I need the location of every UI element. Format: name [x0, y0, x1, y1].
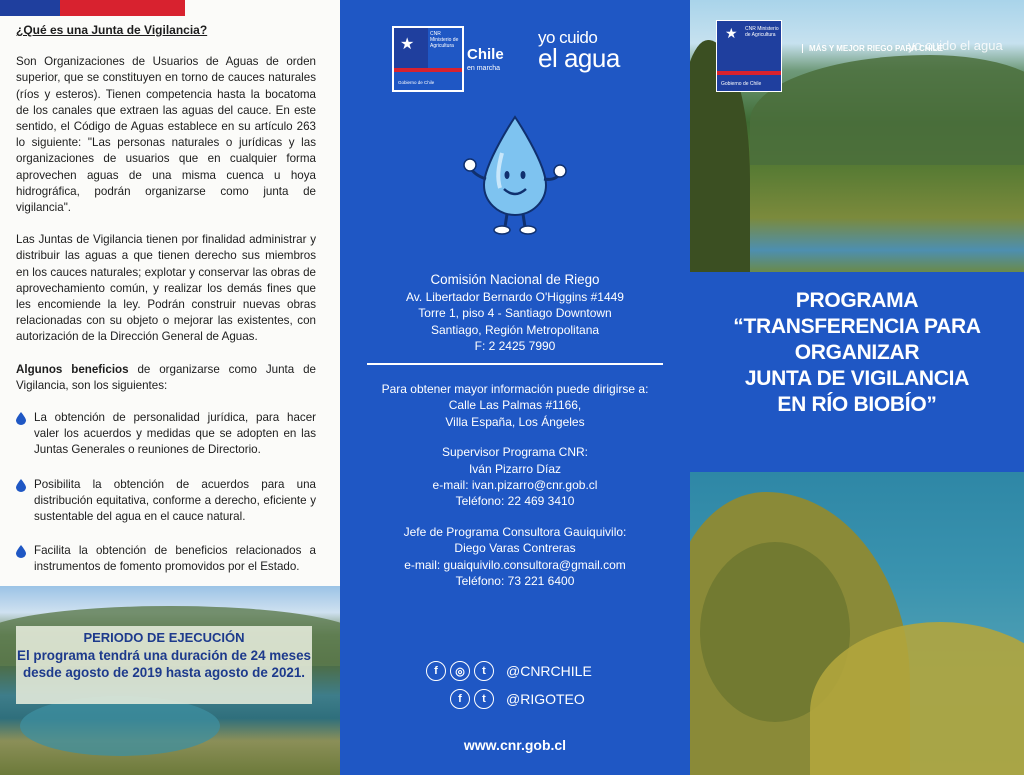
- program-title-line: “TRANSFERENCIA PARA: [733, 315, 981, 338]
- contact-line: Jefe de Programa Consultora Gauiquivilo:: [403, 524, 627, 539]
- chile-logo-sub: en marcha: [467, 65, 501, 72]
- list-item: [16, 543, 316, 575]
- contact-block-office: [340, 381, 690, 430]
- flag-stripe: [0, 0, 185, 16]
- contact-line: Para obtener mayor información puede dirigirse a:: [381, 382, 649, 396]
- right-panel: [690, 0, 1024, 775]
- org-name: Comisión Nacional de Riego: [430, 272, 600, 287]
- middle-panel: [340, 0, 690, 775]
- program-title-line: EN RÍO BIOBÍO”: [777, 393, 937, 416]
- twitter-icon[interactable]: t: [474, 689, 494, 709]
- yo-cuido-el-agua-logo: [538, 28, 620, 73]
- list-item-text: Facilita la obtención de beneficios relacionados a instrumentos de fomento promovidos por el Estado.: [34, 544, 316, 574]
- contact-info: [340, 381, 690, 603]
- twitter-icon[interactable]: t: [474, 661, 494, 681]
- program-title: [690, 272, 1024, 472]
- program-title-line: ORGANIZAR: [794, 341, 920, 364]
- contact-line: Teléfono: 22 469 3410: [455, 494, 575, 509]
- benefits-list: [16, 410, 316, 576]
- program-title-line: JUNTA DE VIGILANCIA: [744, 367, 970, 390]
- water-drop-icon: [16, 545, 34, 575]
- cuido-cover-logo: yo cuido el agua: [908, 38, 1003, 53]
- organization-address: [340, 272, 690, 355]
- contact-line: Diego Varas Contreras: [454, 541, 576, 556]
- list-item-text: La obtención de personalidad jurídica, para hacer valer los acuerdos y medidas que se adopten en las Juntas Generales o reuniones de Directorio.: [34, 411, 316, 457]
- list-item: [16, 410, 316, 459]
- contact-block-supervisor: [340, 444, 690, 510]
- section-heading: ¿Qué es una Junta de Vigilancia?: [16, 23, 208, 37]
- star-icon: ★: [725, 25, 738, 41]
- contact-email[interactable]: e-mail: ivan.pizarro@cnr.gob.cl: [432, 478, 598, 493]
- chile-en-marcha-logo: [467, 48, 504, 76]
- callout-title: PERIODO DE EJECUCIÓN: [83, 630, 245, 645]
- contact-email[interactable]: e-mail: guaiquivilo.consultora@gmail.com: [404, 557, 626, 572]
- address-line: Torre 1, piso 4 - Santiago Downtown: [418, 306, 612, 320]
- social-row-cnrchile: [426, 661, 592, 681]
- paragraph-definition: Son Organizaciones de Usuarios de Aguas de orden superior, que se constituyen en torno de cauces naturales (ríos y esteros). Tienen competencia hasta la bocatoma de los canales que extraen las aguas del cauce. En este sentido, el Código de Aguas establece en su artículo 263 lo siguiente: "Las personas naturales o jurídicas y las organizaciones de usuarios que en cualquier forma aprovechen aguas de una misma cuenca u hoya hidrográfica, podrán organizarse como junta de vigilancia".: [16, 55, 316, 215]
- cover-logo-subtext: Gobierno de Chile: [721, 81, 762, 87]
- social-row-rigoteo: [426, 689, 592, 709]
- chile-logo-text: Chile: [467, 46, 504, 63]
- left-panel: [0, 0, 340, 775]
- cnr-logo-cover: [716, 20, 782, 92]
- water-drop-icon: [16, 479, 34, 526]
- address-line: Santiago, Región Metropolitana: [430, 322, 600, 337]
- river-photo: [690, 472, 1024, 775]
- program-title-line: PROGRAMA: [795, 289, 919, 312]
- benefits-rest: de organizarse como Junta de Vigilancia, son los siguientes:: [16, 362, 316, 392]
- cover-logo-text: CNR Ministerio de Agricultura: [745, 26, 779, 38]
- benefits-intro: [16, 362, 316, 394]
- tagline: MÁS Y MEJOR RIEGO PARA CHILE: [802, 44, 943, 53]
- list-item: [16, 477, 316, 526]
- contact-line: Supervisor Programa CNR:: [441, 445, 589, 460]
- contact-line: Villa España, Los Ángeles: [445, 414, 585, 429]
- left-text: [16, 22, 316, 594]
- contact-line: Calle Las Palmas #1166,: [448, 398, 582, 413]
- execution-period-callout: [16, 626, 312, 704]
- paragraph-purpose: Las Juntas de Vigilancia tienen por finalidad administrar y distribuir las aguas a que tienen derecho sus miembros en los cauces naturales; explotar y conservar las obras de aprovechamiento común, y realizar los demás fines que les encomiende la ley. Podrán construir nuevas obras relacionadas con su objeto o mejorar las existentes, con autorización de la Dirección General de Aguas.: [16, 233, 316, 344]
- facebook-icon[interactable]: f: [426, 661, 446, 681]
- water-drop-icon: [16, 412, 34, 459]
- water-drop-mascot-icon: [462, 113, 568, 238]
- social-handle[interactable]: @CNRCHILE: [506, 663, 592, 679]
- star-icon: ★: [400, 36, 415, 53]
- callout-text: El programa tendrá una duración de 24 meses desde agosto de 2019 hasta agosto de 2021.: [17, 648, 311, 680]
- cnr-logo: [392, 26, 464, 92]
- address-line: Av. Libertador Bernardo O'Higgins #1449: [406, 289, 624, 304]
- list-item-text: Posibilita la obtención de acuerdos para una distribución equitativa, conforme a derecho, eficiente y sustentable del agua en el cauce natural.: [34, 477, 316, 524]
- cuido-line1: yo cuido: [538, 28, 598, 47]
- website-link[interactable]: www.cnr.gob.cl: [463, 737, 567, 753]
- cuido-line2: el agua: [538, 43, 620, 73]
- contact-block-consultant: [340, 524, 690, 590]
- contact-line: Iván Pizarro Díaz: [468, 461, 562, 476]
- facebook-icon[interactable]: f: [450, 689, 470, 709]
- divider: [367, 363, 663, 365]
- contact-line: Teléfono: 73 221 6400: [455, 574, 575, 589]
- instagram-icon[interactable]: ◎: [450, 661, 470, 681]
- cnr-logo-text: CNR Ministerio de Agricultura: [430, 31, 459, 49]
- gov-logo-subtext: Gobierno de Chile: [398, 80, 435, 85]
- social-handle[interactable]: @RIGOTEO: [506, 691, 585, 707]
- social-links: [426, 661, 592, 717]
- benefits-bold: Algunos beneficios: [16, 362, 129, 376]
- phone-line: F: 2 2425 7990: [474, 339, 556, 353]
